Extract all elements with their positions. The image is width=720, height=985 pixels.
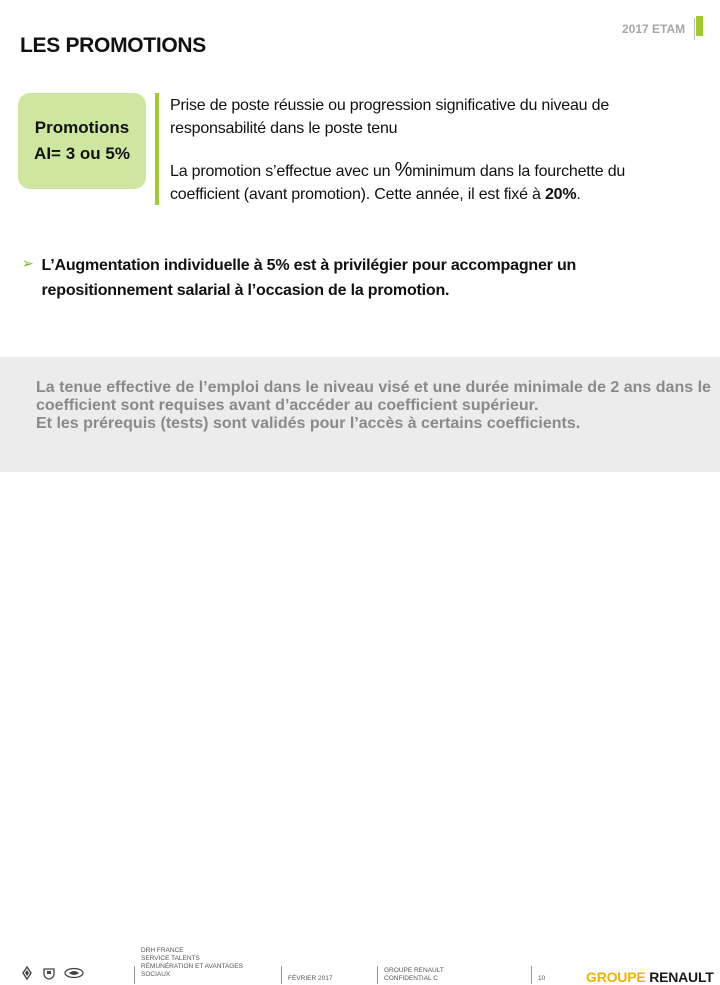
note-line-2: Et les prérequis (tests) sont validés pour l’accès à certains coefficients. <box>36 415 581 432</box>
dacia-logo-icon <box>42 966 56 980</box>
footer-dept-line-4: SOCIAUX <box>141 971 171 978</box>
footer-dept-line-3: RÉMUNÉRATION ET AVANTAGES <box>141 963 243 970</box>
footer-department <box>141 947 243 979</box>
footer-company-line-2: CONFIDENTIAL C <box>384 975 438 982</box>
footer-logos <box>20 966 84 980</box>
promotions-box <box>18 93 146 189</box>
page-title: LES PROMOTIONS <box>20 34 206 57</box>
paragraph-2-end: . <box>576 186 581 203</box>
footer-date: FÉVRIER 2017 <box>288 975 333 982</box>
bullet-arrow-icon: ➢ <box>22 255 34 271</box>
note-line-1: La tenue effective de l’emploi dans le niveau visé et une durée minimale de 2 ans dans le coefficient sont requises avant d’accéder au coefficient supérieur. <box>36 379 711 414</box>
promotions-box-line2: AI= 3 ou 5% <box>34 144 130 163</box>
brand-word-2: RENAULT <box>649 969 714 985</box>
footer-dept-line-1: DRH FRANCE <box>141 947 184 954</box>
footer-divider-4 <box>531 966 532 984</box>
paragraph-2-start: La promotion s’effectue avec un <box>170 163 395 180</box>
promotions-box-line1: Promotions <box>34 118 130 137</box>
note-text <box>36 379 716 433</box>
footer-divider-2 <box>281 966 282 984</box>
bullet-text: L’Augmentation individuelle à 5% est à privilégier pour accompagner un repositionnement salarial à l’occasion de la promotion. <box>41 257 577 299</box>
footer-divider-1 <box>134 966 135 984</box>
footer-company <box>384 967 444 983</box>
brand-word-1: GROUPE <box>586 969 646 985</box>
header-tag: 2017 ETAM <box>611 18 695 40</box>
footer-company-line-1: GROUPE RENAULT <box>384 967 444 974</box>
samsung-logo-icon <box>64 966 84 980</box>
paragraph-1: Prise de poste réussie ou progression significative du niveau de responsabilité dans le poste tenu <box>170 97 610 137</box>
page-number: 10 <box>538 975 546 982</box>
promotions-divider <box>155 93 159 205</box>
footer-divider-3 <box>377 966 378 984</box>
paragraph-2-middle: minimum dans la fourchette du coefficient (avant promotion). Cette année, il est fixé à <box>170 163 626 203</box>
header-accent-bar <box>696 16 703 36</box>
footer <box>0 472 720 985</box>
footer-dept-line-2: SERVICE TALENTS <box>141 955 200 962</box>
renault-logo-icon <box>20 966 34 980</box>
brand-logo <box>586 969 714 985</box>
paragraph-2-value: 20% <box>544 186 577 203</box>
bullet-item <box>22 253 702 303</box>
paragraph-2-percent: % <box>394 159 413 181</box>
paragraph-2 <box>170 159 690 206</box>
